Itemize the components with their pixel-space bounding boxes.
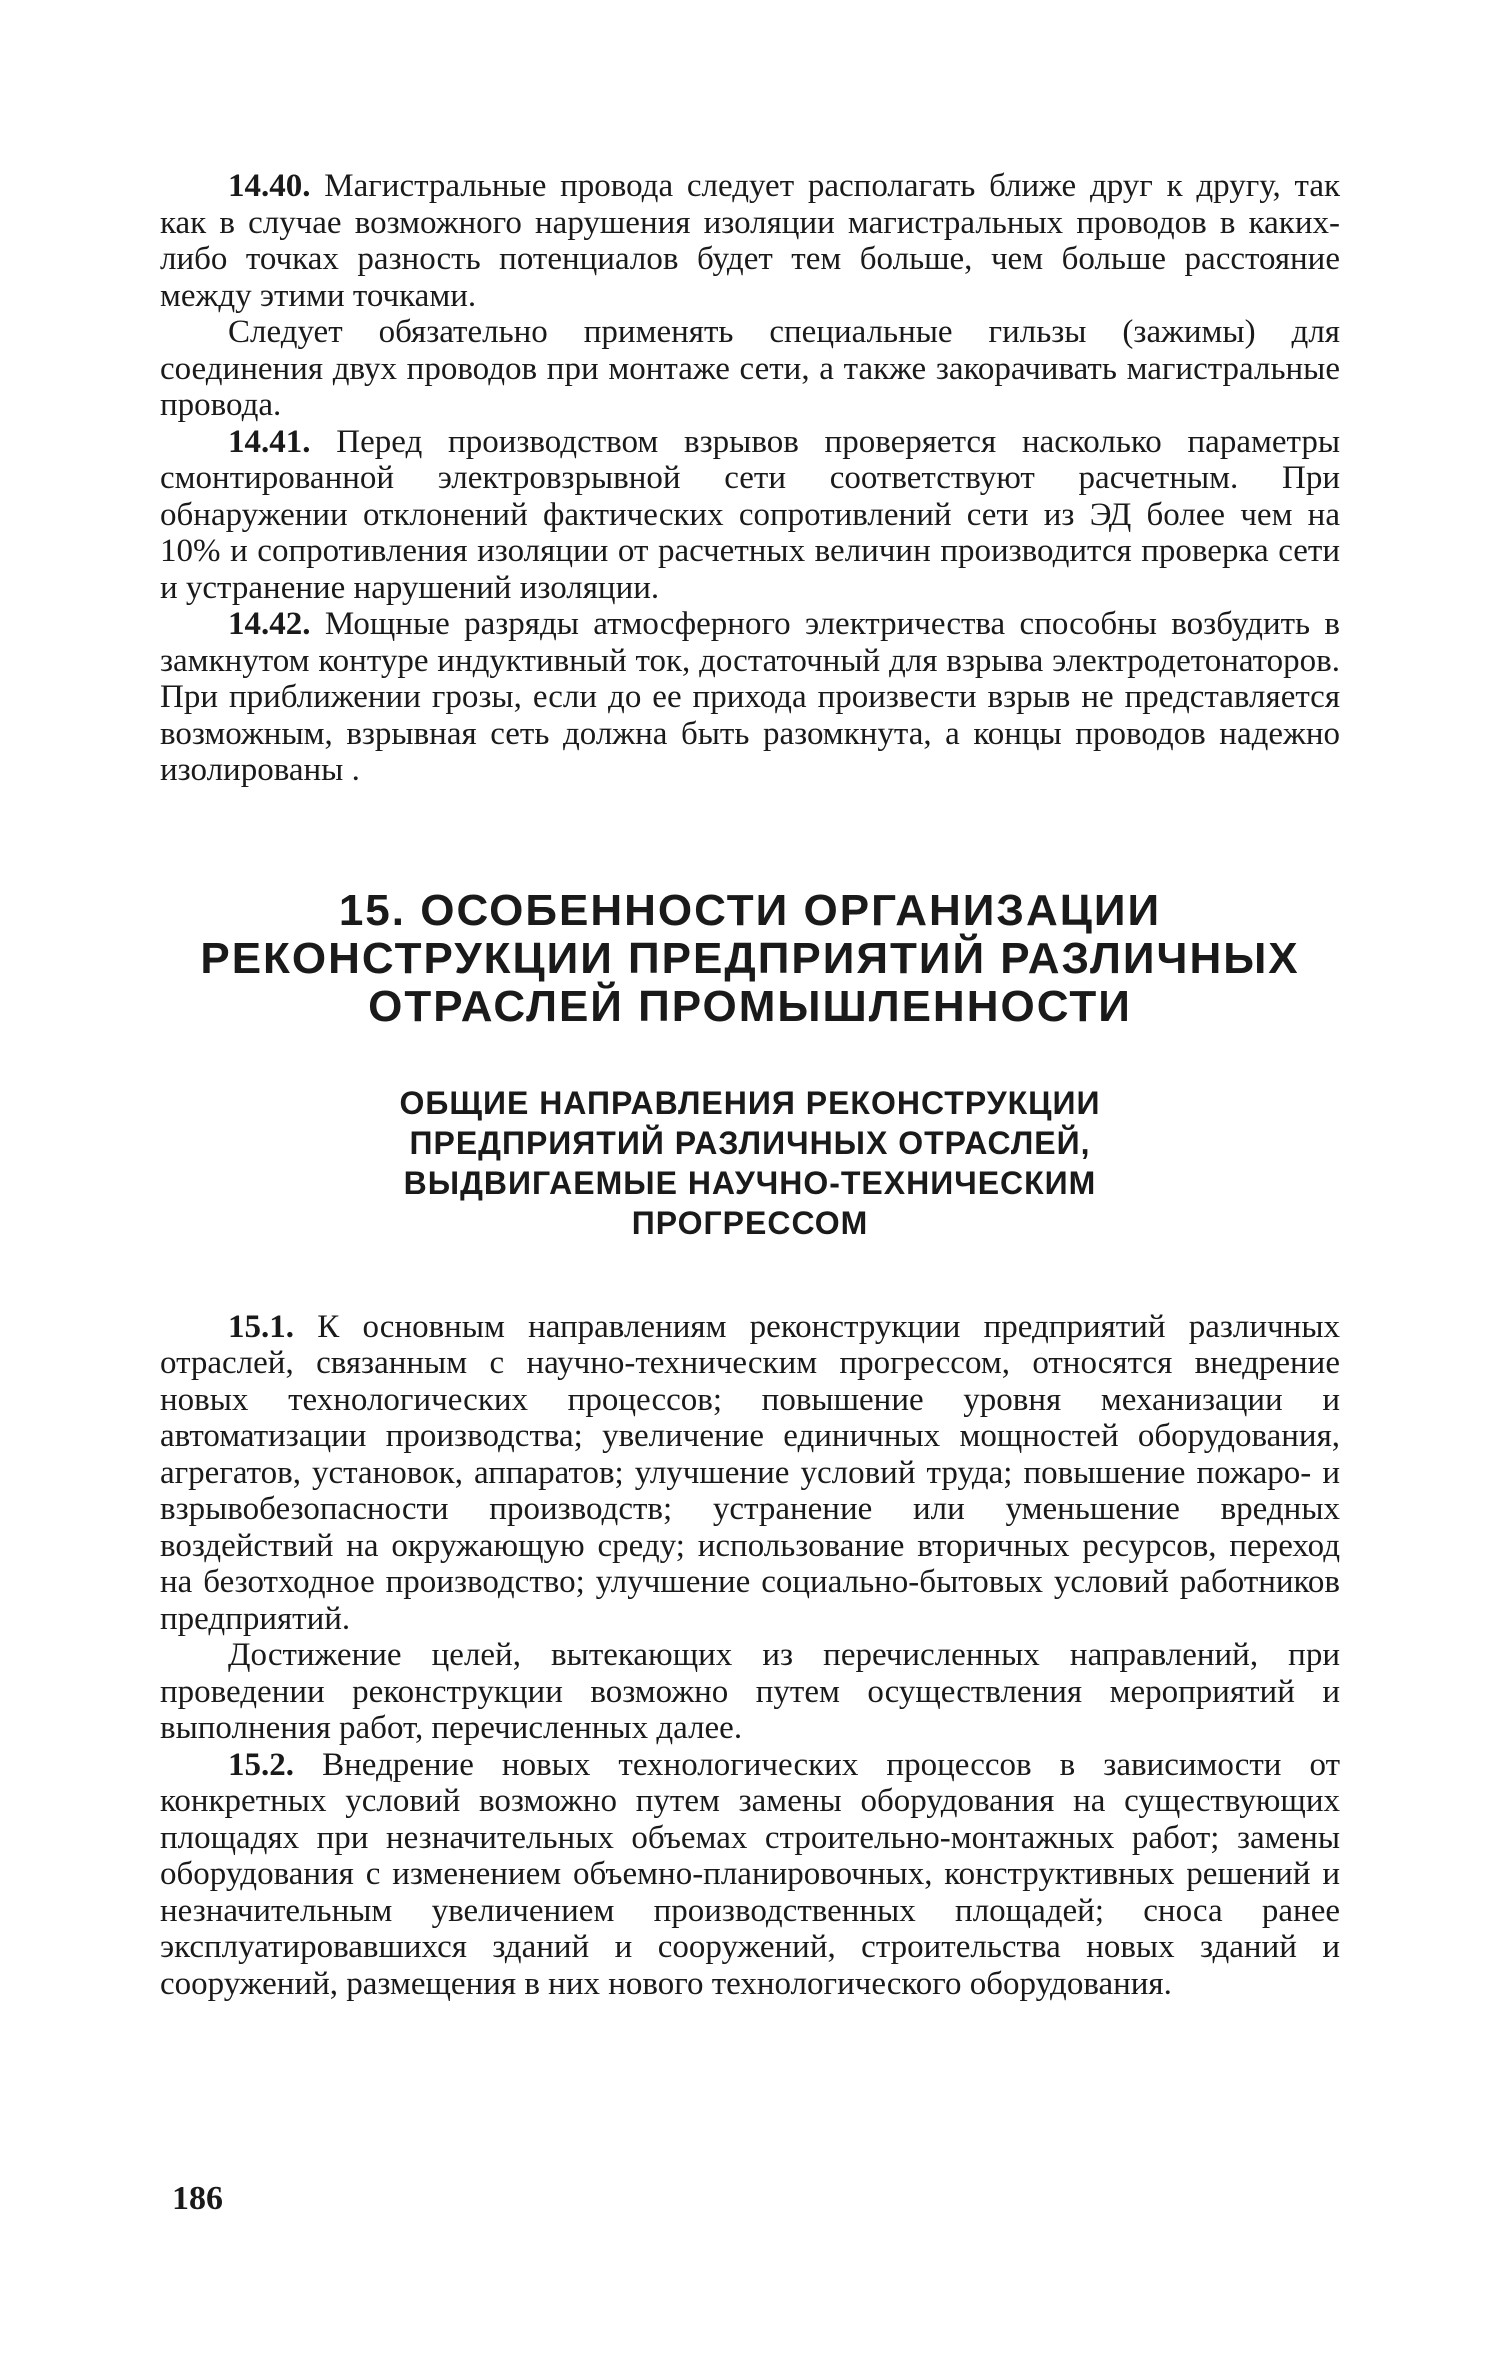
paragraph-text: Мощные разряды атмосферного электричества способны возбудить в замкнутом контуре индуктивный ток, достаточный для взрыва электродетонаторов. При приближении грозы, если до ее прихода произвести взрыв не представляется возможным, взрывная сеть должна быть разомкнута, а концы проводов надежно изолированы . — [160, 606, 1341, 788]
paragraph-14-42 — [160, 606, 1340, 789]
section-heading-line: ВЫДВИГАЕМЫЕ НАУЧНО-ТЕХНИЧЕСКИМ — [403, 1164, 1097, 1201]
paragraph-14-40-continued — [160, 314, 1340, 424]
page-body — [160, 168, 1340, 2002]
paragraph-number: 15.1. — [228, 1308, 294, 1345]
section-heading-line: ОБЩИЕ НАПРАВЛЕНИЯ РЕКОНСТРУКЦИИ — [399, 1084, 1101, 1121]
paragraph-14-40 — [160, 168, 1340, 314]
paragraph-15-2 — [160, 1747, 1340, 2003]
chapter-heading — [160, 887, 1340, 1031]
paragraph-text: Внедрение новых технологических процессов в зависимости от конкретных условий возможно путем замены оборудования на существующих площадях при незначительных объемах строительно-монтажных работ; замены оборудования с изменением объемно-планировочных, конструктивных решений и незначительным увеличением производственных площадей; сноса ранее эксплуатировавшихся зданий и сооружений, строительства новых зданий и сооружений, размещения в них нового технологического оборудования. — [160, 1746, 1341, 2002]
paragraph-text: Следует обязательно применять специальные гильзы (зажимы) для соединения двух проводов при монтаже сети, а также закорачивать магистральные провода. — [160, 314, 1340, 423]
section-heading-line: ПРЕДПРИЯТИЙ РАЗЛИЧНЫХ ОТРАСЛЕЙ, — [409, 1124, 1091, 1161]
paragraph-15-1-continued — [160, 1637, 1340, 1747]
paragraph-number: 14.42. — [228, 606, 311, 642]
section-heading-line: ПРОГРЕССОМ — [631, 1204, 869, 1241]
paragraph-number: 14.41. — [228, 423, 311, 460]
paragraph-number: 14.40. — [228, 168, 311, 204]
chapter-heading-line: ОТРАСЛЕЙ ПРОМЫШЛЕННОСТИ — [368, 981, 1132, 1031]
paragraph-14-41 — [160, 424, 1340, 607]
page-number: 186 — [172, 2180, 223, 2217]
section-heading — [160, 1083, 1340, 1243]
paragraph-text: К основным направлениям реконструкции предприятий различных отраслей, связанным с научно-техническим прогрессом, относятся внедрение новых технологических процессов; повышение уровня механизации и автоматизации производства; увеличение единичных мощностей оборудования, агрегатов, установок, аппаратов; улучшение условий труда; повышение пожаро- и взрывобезопасности производств; устранение или уменьшение вредных воздействий на окружающую среду; использование вторичных ресурсов, переход на безотходное производство; улучшение социально-бытовых условий работников предприятий. — [160, 1308, 1340, 1637]
paragraph-text: Достижение целей, вытекающих из перечисленных направлений, при проведении реконструкции возможно путем осуществления мероприятий и выполнения работ, перечисленных далее. — [160, 1637, 1340, 1746]
paragraph-text: Перед производством взрывов проверяется насколько параметры смонтированной электровзрывной сети соответствуют расчетным. При обнаружении отклонений фактических сопротивлений сети из ЭД более чем на 10% и сопротивления изоляции от расчетных величин производится проверка сети и устранение нарушений изоляции. — [160, 423, 1340, 606]
paragraph-15-1 — [160, 1309, 1340, 1638]
paragraph-number: 15.2. — [228, 1746, 294, 1783]
chapter-heading-line: РЕКОНСТРУКЦИИ ПРЕДПРИЯТИЙ РАЗЛИЧНЫХ — [200, 933, 1300, 983]
chapter-heading-line: 15. ОСОБЕННОСТИ ОРГАНИЗАЦИИ — [338, 885, 1162, 935]
paragraph-text: Магистральные провода следует располагать ближе друг к другу, так как в случае возможного нарушения изоляции магистральных проводов в каких-либо точках разность потенциалов будет тем больше, чем больше расстояние между этими точками. — [160, 168, 1340, 314]
